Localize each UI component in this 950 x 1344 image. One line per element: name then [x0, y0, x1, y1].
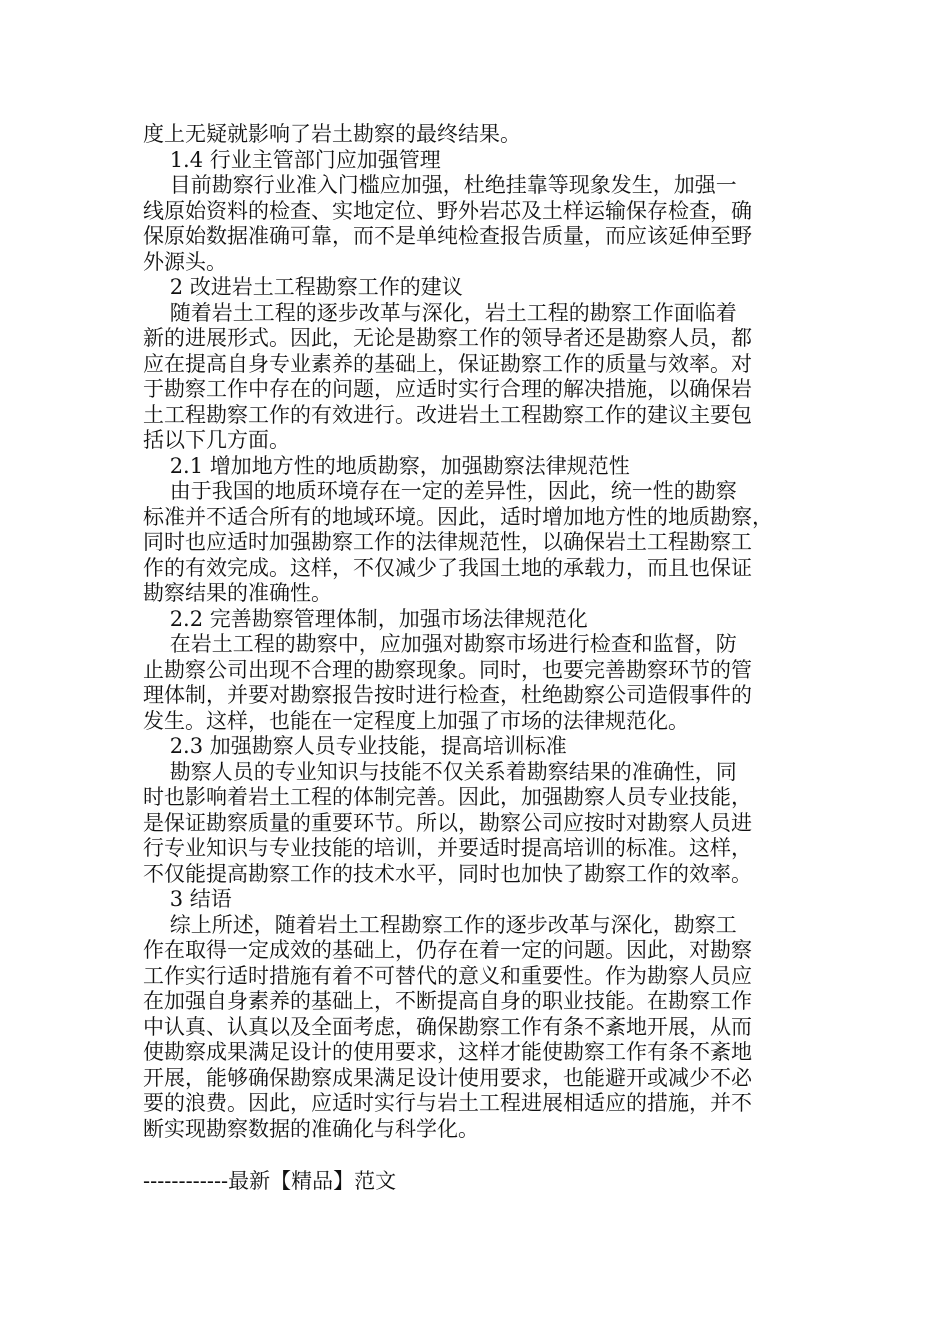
text-line: 外源头。: [143, 249, 227, 274]
text-line: 标准并不适合所有的地域环境。因此，适时增加地方性的地质勘察，: [143, 504, 773, 529]
text-line: 由于我国的地质环境存在一定的差异性，因此，统一性的勘察: [143, 479, 737, 503]
text-line: 止勘察公司出现不合理的勘察现象。同时，也要完善勘察环节的管: [143, 657, 752, 682]
text-line: 在岩土工程的勘察中，应加强对勘察市场进行检查和监督，防: [143, 632, 737, 656]
text-line: 线原始资料的检查、实地定位、野外岩芯及土样运输保存检查，确: [143, 198, 752, 223]
section-heading-2: 2 改进岩土工程勘察工作的建议: [143, 275, 463, 299]
text-line: 保原始数据准确可靠，而不是单纯检查报告质量，而应该延伸至野: [143, 224, 752, 248]
text-line: 发生。这样，也能在一定程度上加强了市场的法律规范化。: [143, 708, 689, 733]
text-line: 综上所述，随着岩土工程勘察工作的逐步改革与深化，勘察工: [143, 912, 737, 937]
text-line: 勘察结果的准确性。: [143, 581, 332, 605]
text-line: 目前勘察行业准入门槛应加强，杜绝挂靠等现象发生，加强一: [143, 173, 737, 197]
section-heading-2-1: 2.1 增加地方性的地质勘察，加强勘察法律规范性: [143, 453, 630, 478]
text-line: 作的有效完成。这样，不仅减少了我国土地的承载力，而且也保证: [143, 555, 752, 580]
text-line: 在加强自身素养的基础上，不断提高自身的职业技能。在勘察工作: [143, 989, 752, 1013]
section-heading-2-2: 2.2 完善勘察管理体制，加强市场法律规范化: [143, 606, 588, 631]
text-line: 中认真、认真以及全面考虑，确保勘察工作有条不紊地开展，从而: [143, 1014, 752, 1039]
text-line: 不仅能提高勘察工作的技术水平，同时也加快了勘察工作的效率。: [143, 861, 752, 886]
text-line: 同时也应适时加强勘察工作的法律规范性，以确保岩土工程勘察工: [143, 530, 752, 554]
text-line: 使勘察成果满足设计的使用要求，这样才能使勘察工作有条不紊地: [143, 1040, 752, 1064]
text-line: 于勘察工作中存在的问题，应适时实行合理的解决措施，以确保岩: [143, 377, 752, 401]
text-line: 括以下几方面。: [143, 428, 290, 452]
text-line: 开展，能够确保勘察成果满足设计使用要求，也能避开或减少不必: [143, 1065, 752, 1090]
page-footer: ------------最新【精品】范文: [143, 1169, 397, 1193]
section-heading-2-3: 2.3 加强勘察人员专业技能，提高培训标准: [143, 734, 567, 758]
text-line: 随着岩土工程的逐步改革与深化，岩土工程的勘察工作面临着: [143, 300, 737, 325]
text-line: 土工程勘察工作的有效进行。改进岩土工程勘察工作的建议主要包: [143, 402, 752, 427]
text-line: 要的浪费。因此，应适时实行与岩土工程进展相适应的措施，并不: [143, 1091, 752, 1115]
document-body: [143, 122, 803, 1142]
text-line: 是保证勘察质量的重要环节。所以，勘察公司应按时对勘察人员进: [143, 810, 752, 835]
text-line: 勘察人员的专业知识与技能不仅关系着勘察结果的准确性，同: [143, 759, 737, 784]
text-line: 行专业知识与专业技能的培训，并要适时提高培训的标准。这样，: [143, 836, 752, 860]
text-line: 断实现勘察数据的准确化与科学化。: [143, 1116, 479, 1141]
text-line: 工作实行适时措施有着不可替代的意义和重要性。作为勘察人员应: [143, 963, 752, 988]
text-line: 作在取得一定成效的基础上，仍存在着一定的问题。因此，对勘察: [143, 938, 752, 962]
text-line: 新的进展形式。因此，无论是勘察工作的领导者还是勘察人员，都: [143, 326, 752, 350]
section-heading-3: 3 结语: [143, 887, 232, 911]
text-line: 应在提高自身专业素养的基础上，保证勘察工作的质量与效率。对: [143, 351, 752, 376]
text-line: 理体制，并要对勘察报告按时进行检查，杜绝勘察公司造假事件的: [143, 683, 752, 707]
text-line: 时也影响着岩土工程的体制完善。因此，加强勘察人员专业技能，: [143, 785, 752, 809]
section-heading-1-4: 1.4 行业主管部门应加强管理: [143, 147, 441, 172]
text-line: 度上无疑就影响了岩土勘察的最终结果。: [143, 122, 521, 146]
